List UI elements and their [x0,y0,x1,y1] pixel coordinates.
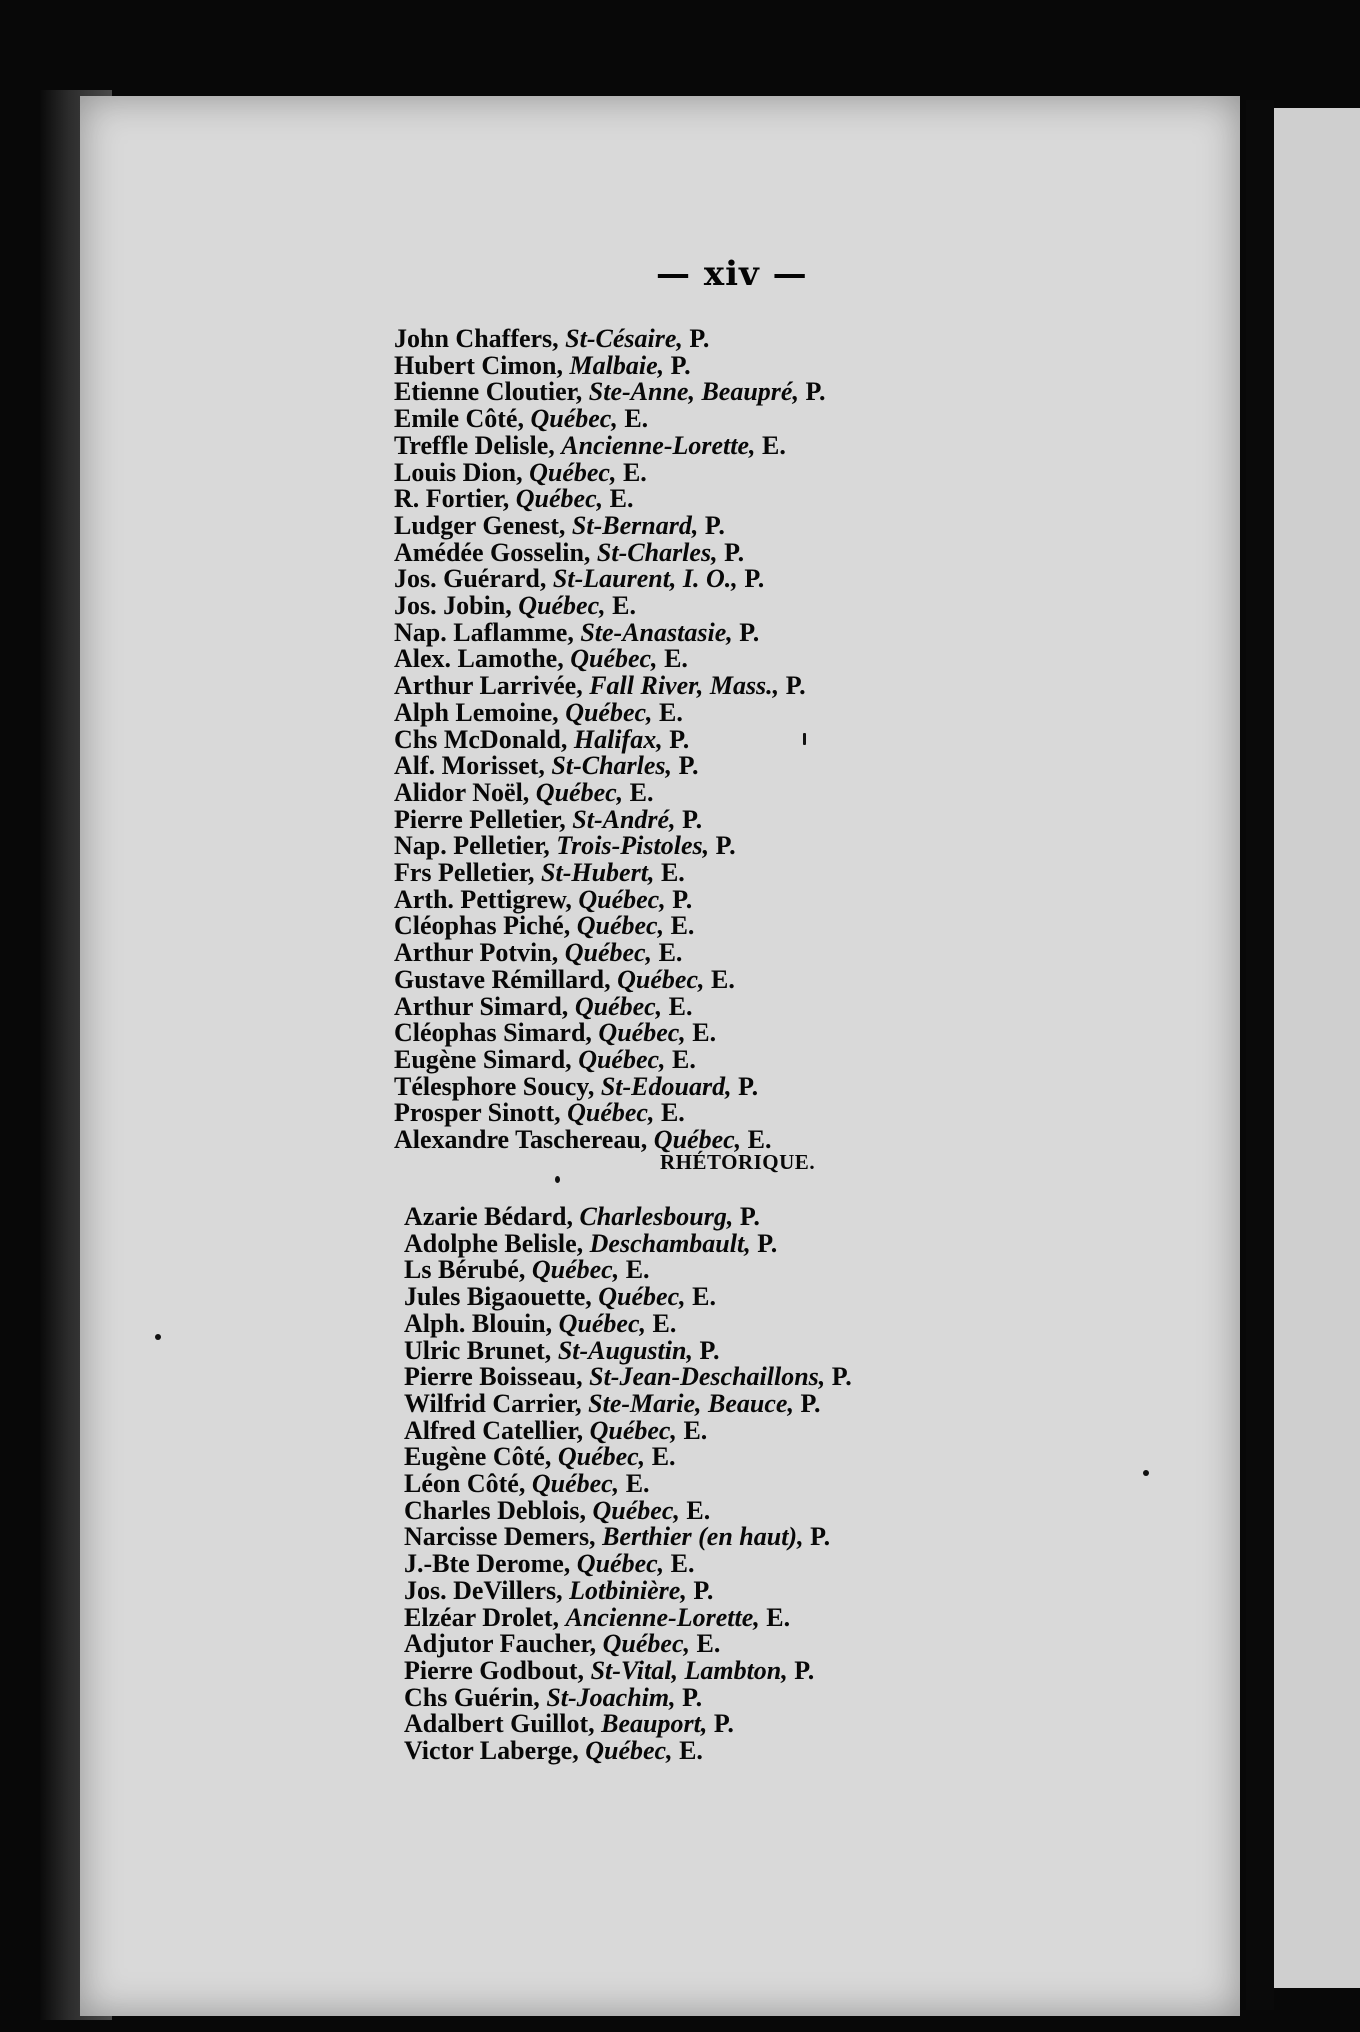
student-entry [394,884,825,914]
student-hometown: Québec, [578,884,666,914]
student-entry [394,697,825,727]
student-entry [394,617,825,647]
student-name: Eugène Côté, [404,1442,552,1472]
student-status: P. [693,1575,714,1605]
student-name: John Chaffers, [394,324,559,353]
student-name: Cléophas Piché, [394,911,571,941]
student-entry [394,724,825,754]
section-heading-rhetorique: RHÉTORIQUE. [660,1150,816,1174]
student-name: Narcisse Demers, [404,1522,596,1552]
student-status: P. [689,324,710,353]
student-entry [404,1551,852,1578]
student-status: E. [622,457,647,487]
student-status: E. [651,1442,676,1472]
student-hometown: Québec, [529,457,617,487]
student-status: E. [696,1629,721,1659]
student-status: E. [625,1255,650,1285]
student-entry [404,1524,852,1551]
student-entry [404,1415,852,1445]
student-entry [404,1575,852,1605]
student-status: E. [612,591,636,621]
student-entry [404,1204,852,1231]
student-name: Frs Pelletier, [394,858,535,888]
student-hometown: Québec, [557,1442,646,1472]
student-list-upper [394,326,825,1154]
student-hometown: St-Edouard, [600,1071,732,1101]
student-status: E. [658,938,683,968]
student-entry [404,1228,852,1258]
student-status: P. [724,537,745,567]
student-name: Télesphore Soucy, [394,1071,595,1101]
student-entry [404,1495,852,1525]
student-hometown: Québec, [564,938,653,968]
student-name: Pierre Pelletier, [394,804,566,834]
student-name: Arthur Potvin, [394,938,559,968]
student-name: Alidor Noël, [394,777,530,807]
student-name: Ls Bérubé, [404,1255,526,1285]
student-hometown: Québec, [576,1549,665,1579]
student-status: E. [624,404,649,434]
student-name: Charles Deblois, [404,1495,586,1525]
student-entry [394,350,825,380]
student-name: Ludger Genest, [394,510,566,540]
student-name: Gustave Rémillard, [394,964,611,994]
student-entry [394,777,825,807]
student-status: E. [609,484,634,514]
student-name: Arthur Simard, [394,991,569,1021]
student-entry [404,1444,852,1471]
page-number: — xiv — [656,254,808,294]
student-hometown: Québec, [558,1308,646,1338]
student-entry [394,673,825,700]
student-name: Nap. Pelletier, [394,831,550,861]
student-hometown: St-Jean-Deschaillons, [589,1362,826,1392]
student-hometown: St-Hubert, [541,858,655,888]
student-hometown: St-Vital, Lambton, [590,1655,788,1685]
student-hometown: Charlesbourg, [579,1202,734,1231]
student-name: Pierre Godbout, [404,1655,585,1685]
student-name: Etienne Cloutier, [394,377,583,407]
student-status: E. [747,1125,772,1155]
student-status: E. [664,644,688,674]
student-status: E. [629,777,654,807]
student-entry [394,430,825,460]
student-status: E. [660,858,685,888]
student-name: Alph Lemoine, [394,697,559,727]
student-hometown: Québec, [518,591,606,621]
student-hometown: Berthier (en haut), [602,1522,804,1552]
student-status: P. [682,804,703,834]
student-entry [404,1364,852,1391]
student-hometown: Ancienne-Lorette, [565,1602,760,1632]
student-hometown: Malbaie, [569,350,665,380]
student-name: Pierre Boisseau, [404,1362,583,1392]
student-status: E. [660,1098,685,1128]
student-hometown: St-Bernard, [571,510,699,540]
student-entry [394,457,825,487]
student-status: E. [670,1549,695,1579]
student-entry [404,1711,852,1738]
student-hometown: Québec, [602,1629,690,1659]
student-name: Hubert Cimon, [394,350,563,380]
student-name: Jos. DeVillers, [404,1575,563,1605]
student-hometown: Québec, [576,911,665,941]
student-status: E. [692,1018,717,1048]
student-entry [404,1335,852,1365]
adjacent-page-strip [1274,108,1360,1988]
student-entry [404,1602,852,1632]
student-hometown: Québec, [565,697,653,727]
student-name: Elzéar Drolet, [404,1602,559,1632]
student-name: Arthur Larrivée, [394,671,583,701]
student-status: P. [670,350,691,380]
student-name: Adjutor Faucher, [404,1629,597,1659]
student-hometown: Lotbinière, [569,1575,687,1605]
student-hometown: Québec, [531,1469,620,1499]
student-hometown: St-Charles, [596,537,718,567]
student-name: Adalbert Guillot, [404,1709,595,1739]
student-hometown: Québec, [515,484,604,514]
student-status: P. [738,1071,759,1101]
student-hometown: Québec, [578,1044,666,1074]
student-status: P. [699,1335,720,1365]
student-hometown: St-Joachim, [546,1682,676,1712]
student-hometown: Québec, [574,991,663,1021]
student-entry [394,537,825,567]
student-entry [404,1631,852,1658]
student-name: Louis Dion, [394,457,523,487]
student-hometown: Québec, [617,964,705,994]
student-name: Prosper Sinott, [394,1098,561,1128]
student-hometown: Beauport, [601,1709,708,1739]
student-name: R. Fortier, [394,484,510,514]
student-hometown: Québec, [585,1736,673,1766]
ink-speck [803,733,806,745]
student-name: Emile Côté, [394,404,524,434]
student-status: E. [670,911,695,941]
student-status: P. [715,831,736,861]
student-hometown: St-Augustin, [557,1335,693,1365]
student-entry [394,1071,825,1101]
student-name: Adolphe Belisle, [404,1228,584,1258]
student-entry [394,860,825,887]
student-entry [394,991,825,1021]
student-status: P. [713,1709,734,1739]
student-entry [394,406,825,433]
student-status: E. [679,1736,703,1766]
student-hometown: St-Césaire, [565,324,683,353]
student-status: P. [805,377,826,407]
student-entry [394,833,825,860]
student-name: Jules Bigaouette, [404,1282,592,1312]
student-hometown: Deschambault, [589,1228,751,1258]
student-entry [404,1682,852,1712]
student-status: E. [672,1044,696,1074]
student-name: Wilfrid Carrier, [404,1388,582,1418]
student-status: E. [659,697,683,727]
student-hometown: St-André, [572,804,676,834]
student-entry [404,1471,852,1498]
student-status: P. [785,671,806,701]
student-name: Arth. Pettigrew, [394,884,572,914]
student-hometown: Québec, [598,1282,686,1312]
student-status: P. [669,724,690,754]
ink-speck [155,1334,161,1340]
student-entry [394,964,825,994]
student-name: Alph. Blouin, [404,1308,553,1338]
student-status: E. [762,430,786,460]
student-list-rhetorique [404,1204,852,1765]
student-name: Eugène Simard, [394,1044,572,1074]
student-name: Azarie Bédard, [404,1202,573,1231]
student-hometown: Fall River, Mass., [589,671,780,701]
student-hometown: St-Charles, [551,751,673,781]
student-hometown: Québec, [592,1495,680,1525]
student-entry [394,1044,825,1074]
student-status: E. [766,1602,791,1632]
student-entry [394,593,825,620]
student-status: P. [744,564,765,594]
student-entry [394,486,825,513]
student-status: P. [810,1522,831,1552]
student-entry [404,1738,852,1765]
student-status: E. [683,1415,708,1445]
right-binding-shadow [1246,100,1274,2010]
student-hometown: Ste-Anastasie, [580,617,733,647]
student-status: P. [800,1388,821,1418]
ink-speck [1143,1470,1149,1476]
student-entry [394,566,825,593]
student-hometown: Ste-Anne, Beaupré, [588,377,799,407]
student-name: J.-Bte Derome, [404,1549,571,1579]
student-entry [404,1284,852,1311]
student-name: Alex. Lamothe, [394,644,564,674]
student-status: P. [672,884,693,914]
student-status: P. [831,1362,852,1392]
student-name: Léon Côté, [404,1469,526,1499]
student-entry [394,804,825,834]
ink-speck [555,1176,560,1183]
student-name: Chs Guérin, [404,1682,540,1712]
student-status: E. [652,1308,677,1338]
student-status: P. [794,1655,815,1685]
student-status: P. [682,1682,703,1712]
student-status: P. [739,617,760,647]
student-name: Jos. Guérard, [394,564,547,594]
student-name: Alf. Morisset, [394,751,545,781]
student-hometown: Halifax, [573,724,663,754]
student-entry [404,1308,852,1338]
student-name: Ulric Brunet, [404,1335,552,1365]
student-status: E. [625,1469,650,1499]
student-entry [394,646,825,673]
student-entry [394,1020,825,1047]
student-hometown: Québec, [530,404,618,434]
student-name: Victor Laberge, [404,1736,579,1766]
student-entry [394,510,825,540]
student-hometown: Québec, [531,1255,620,1285]
student-hometown: Trois-Pistoles, [556,831,710,861]
student-entry [404,1388,852,1418]
student-hometown: Ancienne-Lorette, [561,430,756,460]
student-name: Nap. Laflamme, [394,617,574,647]
student-hometown: Québec, [653,1125,742,1155]
student-name: Cléophas Simard, [394,1018,592,1048]
student-status: P. [678,751,699,781]
student-hometown: Québec, [570,644,658,674]
student-hometown: Québec, [589,1415,677,1445]
student-status: P. [739,1202,760,1231]
student-name: Treffle Delisle, [394,430,555,460]
student-entry [394,326,825,353]
student-hometown: Québec, [567,1098,655,1128]
student-hometown: Québec, [598,1018,686,1048]
student-status: P. [757,1228,778,1258]
student-status: E. [711,964,735,994]
student-hometown: St-Laurent, I. O., [552,564,738,594]
student-entry [394,940,825,967]
student-status: E. [692,1282,716,1312]
student-hometown: Ste-Marie, Beauce, [588,1388,794,1418]
student-name: Amédée Gosselin, [394,537,591,567]
student-entry [394,379,825,406]
student-name: Jos. Jobin, [394,591,512,621]
student-entry [394,753,825,780]
student-hometown: Québec, [535,777,624,807]
student-entry [404,1257,852,1284]
student-entry [394,1100,825,1127]
student-name: Alexandre Taschereau, [394,1125,648,1155]
student-status: E. [668,991,693,1021]
student-entry [404,1655,852,1685]
student-status: P. [704,510,725,540]
student-status: E. [686,1495,711,1525]
student-entry [394,913,825,940]
student-name: Chs McDonald, [394,724,568,754]
student-name: Alfred Catellier, [404,1415,584,1445]
